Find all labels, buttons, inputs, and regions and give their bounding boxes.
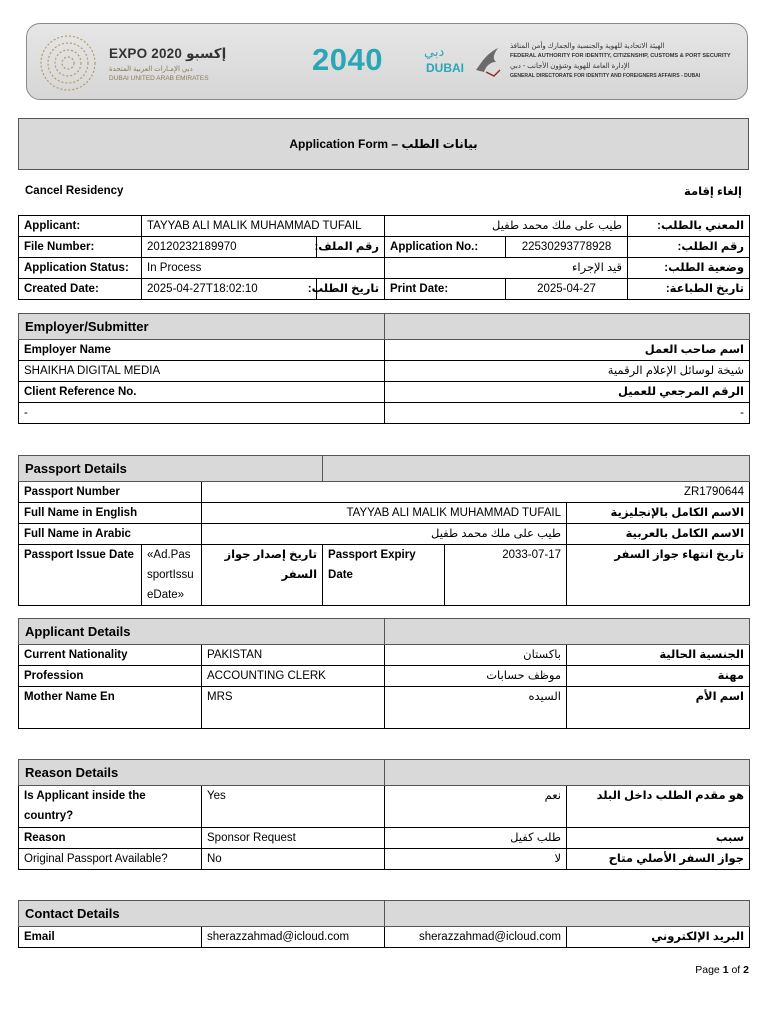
table-row — [19, 482, 750, 503]
employer-section — [18, 313, 750, 424]
profession-value: ACCOUNTING CLERK — [202, 666, 385, 687]
falcon-icon — [472, 40, 506, 80]
expo-2020-logo — [37, 32, 237, 92]
form-title: Application Form – بيانات الطلب — [18, 118, 749, 170]
email-value: sherazzahmad@icloud.com — [202, 927, 385, 948]
nationality-label: Current Nationality — [19, 645, 202, 666]
section-header — [19, 619, 750, 645]
client-reference-value: - — [19, 403, 385, 424]
passport-number-label: Passport Number — [19, 482, 202, 503]
reason-value: Sponsor Request — [202, 828, 385, 849]
employer-name-label: Employer Name — [19, 340, 385, 361]
full-name-arabic-value: طيب على ملك محمد طفيل — [202, 524, 567, 545]
table-row — [19, 403, 750, 424]
table-row — [19, 687, 750, 729]
passport-issue-label-arabic: تاريخ إصدار جواز السفر — [202, 545, 323, 606]
section-header-blank — [385, 760, 750, 786]
inside-country-value: Yes — [202, 786, 385, 828]
application-number-label: Application No.: — [385, 237, 506, 258]
of-word: of — [731, 964, 741, 976]
mother-name-label-arabic: اسم الأم — [567, 687, 750, 729]
service-name-arabic: إلغاء إقامة — [683, 186, 742, 198]
dubai-2040-logo — [312, 42, 462, 88]
passport-issue-value: «Ad.PassportIssueDate» — [142, 545, 202, 606]
page-total: 2 — [743, 964, 749, 976]
mother-name-value-arabic: السيده — [385, 687, 567, 729]
full-name-english-value: TAYYAB ALI MALIK MUHAMMAD TUFAIL — [202, 503, 567, 524]
client-reference-value-arabic: - — [385, 403, 750, 424]
inside-country-label-arabic: هو مقدم الطلب داخل البلد — [567, 786, 750, 828]
service-name-english: Cancel Residency — [25, 185, 124, 197]
nationality-value: PAKISTAN — [202, 645, 385, 666]
table-row — [19, 828, 750, 849]
profession-label-arabic: مهنة — [567, 666, 750, 687]
table-row — [19, 666, 750, 687]
directorate-english: GENERAL DIRECTORATE FOR IDENTITY AND FOREIGNERS AFFAIRS - DUBAI — [510, 73, 701, 79]
reason-label: Reason — [19, 828, 202, 849]
profession-label: Profession — [19, 666, 202, 687]
table-row — [19, 382, 750, 403]
contact-heading: Contact Details — [19, 901, 385, 927]
page-current: 1 — [722, 964, 729, 976]
expo-title: EXPO 2020 إكسبو — [109, 46, 227, 61]
employer-name-value: SHAIKHA DIGITAL MEDIA — [19, 361, 385, 382]
table-row — [19, 361, 750, 382]
table-row — [19, 279, 750, 300]
applicant-label-arabic: المعني بالطلب: — [628, 216, 750, 237]
table-row — [19, 340, 750, 361]
full-name-arabic-label-arabic: الاسم الكامل بالعربية — [567, 524, 750, 545]
applicant-heading: Applicant Details — [19, 619, 385, 645]
section-header-blank — [385, 901, 750, 927]
employer-heading: Employer/Submitter — [19, 314, 385, 340]
print-date-value: 2025-04-27 — [506, 279, 628, 300]
original-passport-value: No — [202, 849, 385, 870]
table-row — [19, 216, 750, 237]
passport-number-value: ZR1790644 — [202, 482, 750, 503]
table-row — [19, 237, 750, 258]
section-header-blank — [385, 619, 750, 645]
page-word: Page — [695, 964, 720, 976]
reason-label-arabic: سبب — [567, 828, 750, 849]
nationality-label-arabic: الجنسية الحالية — [567, 645, 750, 666]
reason-heading: Reason Details — [19, 760, 385, 786]
authority-arabic: الهيئة الاتحادية للهوية والجنسية والجمارك وأمن المنافذ — [510, 43, 665, 50]
contact-section — [18, 900, 750, 948]
table-row — [19, 503, 750, 524]
authority-logo — [472, 40, 744, 88]
table-row — [19, 927, 750, 948]
original-passport-label: Original Passport Available? — [19, 849, 202, 870]
applicant-value: TAYYAB ALI MALIK MUHAMMAD TUFAIL — [142, 216, 385, 237]
reason-value-arabic: طلب كفيل — [385, 828, 567, 849]
passport-issue-label: Passport Issue Date — [19, 545, 142, 606]
full-name-english-label: Full Name in English — [19, 503, 202, 524]
section-header-blank — [323, 456, 750, 482]
created-date-label-arabic: تاريخ الطلب: — [317, 279, 385, 300]
table-row — [19, 849, 750, 870]
profession-value-arabic: موظف حسابات — [385, 666, 567, 687]
employer-name-value-arabic: شيخة لوسائل الإعلام الرقمية — [385, 361, 750, 382]
created-date-label: Created Date: — [19, 279, 142, 300]
directorate-arabic: الإدارة العامة للهوية وشؤون الأجانب - دبي — [510, 63, 630, 70]
passport-heading: Passport Details — [19, 456, 323, 482]
passport-section — [18, 455, 750, 606]
file-number-label-arabic: رقم الملف: — [317, 237, 385, 258]
passport-expiry-value: 2033-07-17 — [445, 545, 567, 606]
authority-english: FEDERAL AUTHORITY FOR IDENTITY, CITIZENSHIP, CUSTOMS & PORT SECURITY — [510, 53, 731, 59]
full-name-english-label-arabic: الاسم الكامل بالإنجليزية — [567, 503, 750, 524]
section-header-blank — [385, 314, 750, 340]
applicant-section — [18, 618, 750, 729]
email-label-arabic: البريد الإلكتروني — [567, 927, 750, 948]
table-row — [19, 524, 750, 545]
application-number-label-arabic: رقم الطلب: — [628, 237, 750, 258]
application-status-label: Application Status: — [19, 258, 142, 279]
table-row — [19, 645, 750, 666]
application-status-value-arabic: قيد الإجراء — [385, 258, 628, 279]
employer-name-label-arabic: اسم صاحب العمل — [385, 340, 750, 361]
passport-expiry-label-arabic: تاريخ انتهاء جواز السفر — [567, 545, 750, 606]
table-row — [19, 786, 750, 828]
mother-name-label: Mother Name En — [19, 687, 202, 729]
dubai-2040-number: 2040 — [312, 42, 383, 77]
application-status-value: In Process — [142, 258, 385, 279]
email-label: Email — [19, 927, 202, 948]
original-passport-label-arabic: جواز السفر الأصلي متاح — [567, 849, 750, 870]
mother-name-value: MRS — [202, 687, 385, 729]
full-name-arabic-label: Full Name in Arabic — [19, 524, 202, 545]
print-date-label-arabic: تاريخ الطباعة: — [628, 279, 750, 300]
section-header — [19, 760, 750, 786]
dubai-arabic: دبي — [424, 44, 445, 59]
client-reference-label: Client Reference No. — [19, 382, 385, 403]
expo-subtitle-english: DUBAI UNITED ARAB EMIRATES — [109, 75, 209, 82]
summary-table — [18, 215, 750, 300]
nationality-value-arabic: باكستان — [385, 645, 567, 666]
client-reference-label-arabic: الرقم المرجعي للعميل — [385, 382, 750, 403]
section-header — [19, 314, 750, 340]
table-row — [19, 258, 750, 279]
file-number-value: 20120232189970 — [142, 237, 317, 258]
reason-section — [18, 759, 750, 870]
email-value-arabic-column: sherazzahmad@icloud.com — [385, 927, 567, 948]
applicant-label: Applicant: — [19, 216, 142, 237]
page-number — [695, 964, 749, 976]
passport-expiry-label: Passport Expiry Date — [323, 545, 445, 606]
section-header — [19, 901, 750, 927]
application-number-value: 22530293778928 — [506, 237, 628, 258]
inside-country-value-arabic: نعم — [385, 786, 567, 828]
applicant-value-arabic: طيب على ملك محمد طفيل — [385, 216, 628, 237]
original-passport-value-arabic: لا — [385, 849, 567, 870]
table-row — [19, 545, 750, 606]
application-status-label-arabic: وضعية الطلب: — [628, 258, 750, 279]
expo-subtitle-arabic: دبي الإمـارات العربية المتحدة — [109, 66, 193, 73]
inside-country-label: Is Applicant inside the country? — [19, 786, 202, 828]
print-date-label: Print Date: — [385, 279, 506, 300]
section-header — [19, 456, 750, 482]
expo-ring-icon — [37, 32, 99, 94]
dubai-english: DUBAI — [426, 61, 464, 75]
header-banner — [26, 23, 748, 100]
file-number-label: File Number: — [19, 237, 142, 258]
created-date-value: 2025-04-27T18:02:10 — [142, 279, 317, 300]
